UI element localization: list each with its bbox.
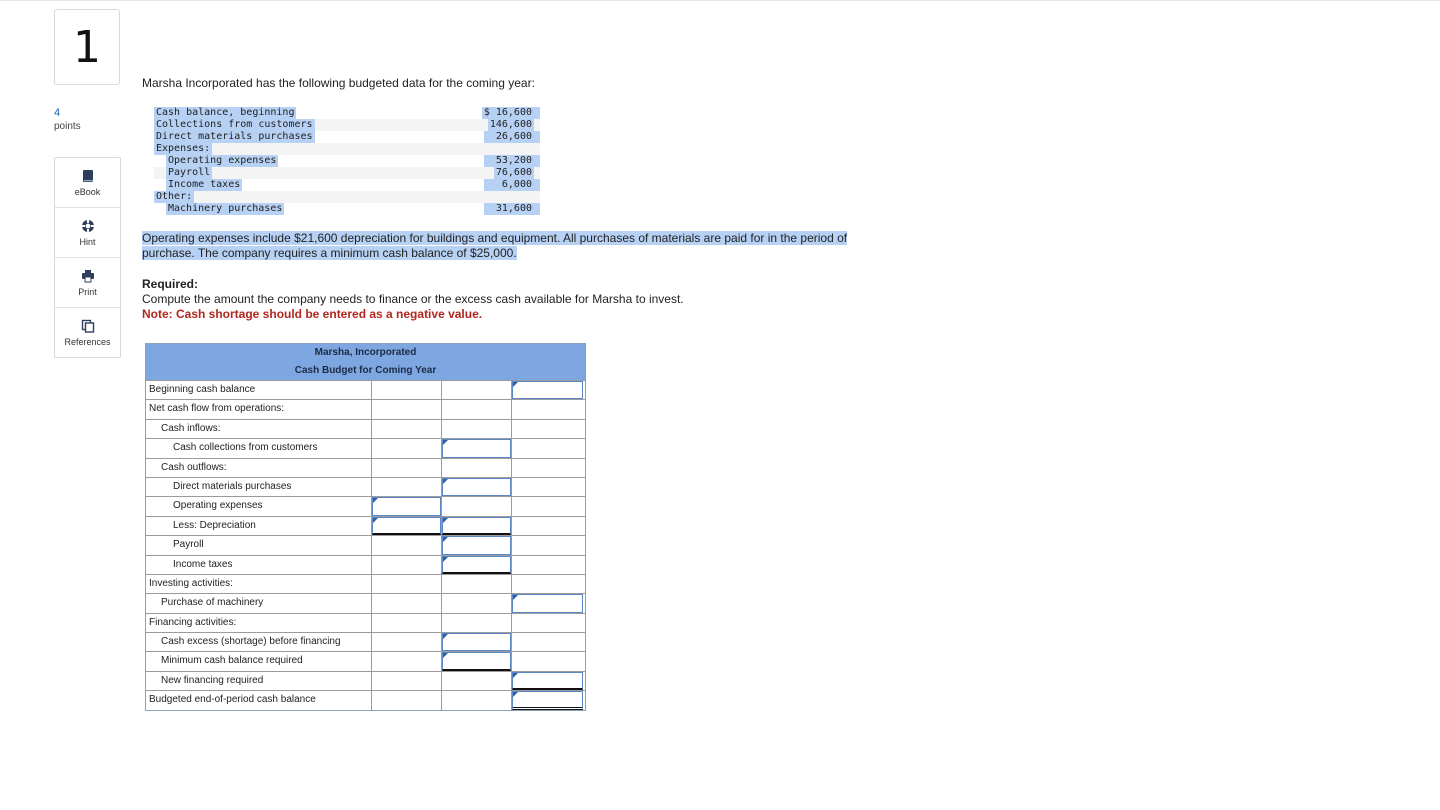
budget-cell <box>372 633 442 651</box>
budget-cell <box>372 691 442 709</box>
required-note: Note: Cash shortage should be entered as a negative value. <box>142 307 483 321</box>
given-row <box>154 131 540 143</box>
given-label: Collections from customers <box>156 119 313 130</box>
budget-row-label: Purchase of machinery <box>146 594 372 612</box>
budget-cell <box>372 497 442 515</box>
budget-title: Cash Budget for Coming Year <box>294 365 437 376</box>
budget-cell <box>512 517 583 535</box>
budget-cell <box>442 517 512 535</box>
assumptions-line-1: Operating expenses include $21,600 depreciation for buildings and equipment. All purchases of materials are paid for in the period of <box>142 231 848 245</box>
hint-label: Hint <box>79 236 96 247</box>
budget-cell <box>372 381 442 399</box>
budget-cell <box>442 672 512 690</box>
given-row <box>154 119 540 131</box>
budget-row <box>146 671 585 690</box>
print-label: Print <box>78 286 97 297</box>
amount-input[interactable] <box>512 381 583 399</box>
budget-row-label: Budgeted end-of-period cash balance <box>146 691 372 709</box>
budget-cell <box>512 633 583 651</box>
budget-row <box>146 419 585 438</box>
given-data-table <box>154 107 540 215</box>
given-row <box>154 143 540 155</box>
given-value: 53,200 <box>495 155 532 166</box>
budget-cell <box>512 478 583 496</box>
given-value: 31,600 <box>495 203 532 214</box>
budget-row-label: Minimum cash balance required <box>146 652 372 670</box>
print-button[interactable] <box>55 258 120 308</box>
budget-row <box>146 690 585 709</box>
budget-header <box>146 344 585 380</box>
budget-cell <box>512 459 583 477</box>
given-row <box>154 167 540 179</box>
budget-row-label: Investing activities: <box>146 575 372 593</box>
amount-input[interactable] <box>442 478 511 496</box>
budget-cell <box>442 400 512 418</box>
budget-row-label: Payroll <box>146 536 372 554</box>
budget-cell <box>372 536 442 554</box>
budget-cell <box>442 575 512 593</box>
amount-input[interactable] <box>442 517 511 535</box>
amount-input[interactable] <box>442 556 511 574</box>
budget-row <box>146 613 585 632</box>
budget-cell <box>442 478 512 496</box>
budget-row-label: Net cash flow from operations: <box>146 400 372 418</box>
budget-cell <box>512 594 583 612</box>
budget-row <box>146 555 585 574</box>
printer-icon <box>81 269 95 283</box>
given-value: $ 16,600 <box>483 107 532 118</box>
budget-row <box>146 516 585 535</box>
budget-cell <box>442 614 512 632</box>
budget-row <box>146 632 585 651</box>
budget-row <box>146 535 585 554</box>
required-heading: Required: <box>142 277 199 291</box>
budget-cell <box>372 652 442 670</box>
required-text: Compute the amount the company needs to finance or the excess cash available for Marsha to invest. <box>142 292 684 306</box>
given-label: Operating expenses <box>168 155 277 166</box>
question-number: 1 <box>54 9 120 85</box>
ebook-label: eBook <box>74 186 101 197</box>
budget-cell <box>372 400 442 418</box>
hint-icon <box>81 219 95 233</box>
amount-input[interactable] <box>372 497 441 515</box>
budget-row <box>146 380 585 399</box>
top-divider <box>0 0 1440 1</box>
budget-cell <box>372 459 442 477</box>
budget-cell <box>442 536 512 554</box>
budget-cell <box>512 439 583 457</box>
given-value: 6,000 <box>501 179 532 190</box>
budget-cell <box>512 400 583 418</box>
budget-cell <box>372 556 442 574</box>
amount-input[interactable] <box>442 439 511 457</box>
budget-cell <box>372 420 442 438</box>
budget-cell <box>442 556 512 574</box>
given-label: Income taxes <box>168 179 241 190</box>
budget-row-label: Direct materials purchases <box>146 478 372 496</box>
budget-row-label: Cash collections from customers <box>146 439 372 457</box>
copy-icon <box>81 319 95 333</box>
hint-button[interactable] <box>55 208 120 258</box>
budget-cell <box>512 575 583 593</box>
budget-cell <box>512 536 583 554</box>
budget-cell <box>512 556 583 574</box>
budget-row-label: Cash inflows: <box>146 420 372 438</box>
amount-input[interactable] <box>512 691 583 709</box>
amount-input[interactable] <box>372 517 441 535</box>
budget-cell <box>372 575 442 593</box>
budget-row-label: Financing activities: <box>146 614 372 632</box>
budget-row <box>146 458 585 477</box>
budget-row-label: Income taxes <box>146 556 372 574</box>
budget-row-label: Operating expenses <box>146 497 372 515</box>
given-row <box>154 107 540 119</box>
amount-input[interactable] <box>442 536 511 554</box>
budget-cell <box>512 672 583 690</box>
amount-input[interactable] <box>442 652 511 670</box>
budget-row-label: New financing required <box>146 672 372 690</box>
given-row <box>154 191 540 203</box>
budget-row <box>146 651 585 670</box>
budget-cell <box>442 594 512 612</box>
given-row <box>154 203 540 215</box>
cash-budget-table <box>145 343 586 711</box>
budget-cell <box>442 420 512 438</box>
budget-company: Marsha, Incorporated <box>314 347 417 358</box>
intro-text: Marsha Incorporated has the following budgeted data for the coming year: <box>142 76 535 90</box>
budget-cell <box>442 497 512 515</box>
given-label: Expenses: <box>156 143 211 154</box>
budget-cell <box>442 652 512 670</box>
budget-cell <box>512 691 583 709</box>
points-value: 4 <box>54 107 61 119</box>
ebook-button[interactable] <box>55 158 120 208</box>
given-label: Payroll <box>168 167 211 178</box>
budget-cell <box>512 614 583 632</box>
budget-cell <box>512 497 583 515</box>
budget-cell <box>442 439 512 457</box>
amount-input[interactable] <box>512 672 583 690</box>
budget-cell <box>372 517 442 535</box>
budget-cell <box>372 672 442 690</box>
budget-row <box>146 574 585 593</box>
budget-cell <box>512 420 583 438</box>
budget-row-label: Beginning cash balance <box>146 381 372 399</box>
budget-cell <box>372 614 442 632</box>
amount-input[interactable] <box>442 633 511 651</box>
book-icon <box>81 169 95 183</box>
budget-cell <box>372 478 442 496</box>
budget-cell <box>442 633 512 651</box>
budget-cell <box>442 691 512 709</box>
budget-row <box>146 477 585 496</box>
given-label: Other: <box>156 191 193 202</box>
budget-cell <box>372 594 442 612</box>
given-label: Machinery purchases <box>168 203 283 214</box>
references-button[interactable] <box>55 308 120 357</box>
given-value: 26,600 <box>495 131 532 142</box>
budget-cell <box>442 459 512 477</box>
given-label: Cash balance, beginning <box>156 107 295 118</box>
assumptions-line-2: purchase. The company requires a minimum cash balance of $25,000. <box>142 246 517 260</box>
budget-cell <box>442 381 512 399</box>
given-label: Direct materials purchases <box>156 131 313 142</box>
assumptions-paragraph <box>142 231 902 261</box>
amount-input[interactable] <box>512 594 583 612</box>
budget-row-label: Cash outflows: <box>146 459 372 477</box>
budget-cell <box>512 652 583 670</box>
budget-cell <box>372 439 442 457</box>
given-row <box>154 179 540 191</box>
tool-panel <box>54 157 121 358</box>
budget-cell <box>512 381 583 399</box>
given-value: 76,600 <box>495 167 532 178</box>
budget-row <box>146 593 585 612</box>
points-label: points <box>54 121 81 132</box>
references-label: References <box>64 336 111 347</box>
budget-row <box>146 496 585 515</box>
budget-row-label: Less: Depreciation <box>146 517 372 535</box>
budget-row <box>146 438 585 457</box>
given-value: 146,600 <box>489 119 532 130</box>
budget-row-label: Cash excess (shortage) before financing <box>146 633 372 651</box>
budget-row <box>146 399 585 418</box>
given-row <box>154 155 540 167</box>
